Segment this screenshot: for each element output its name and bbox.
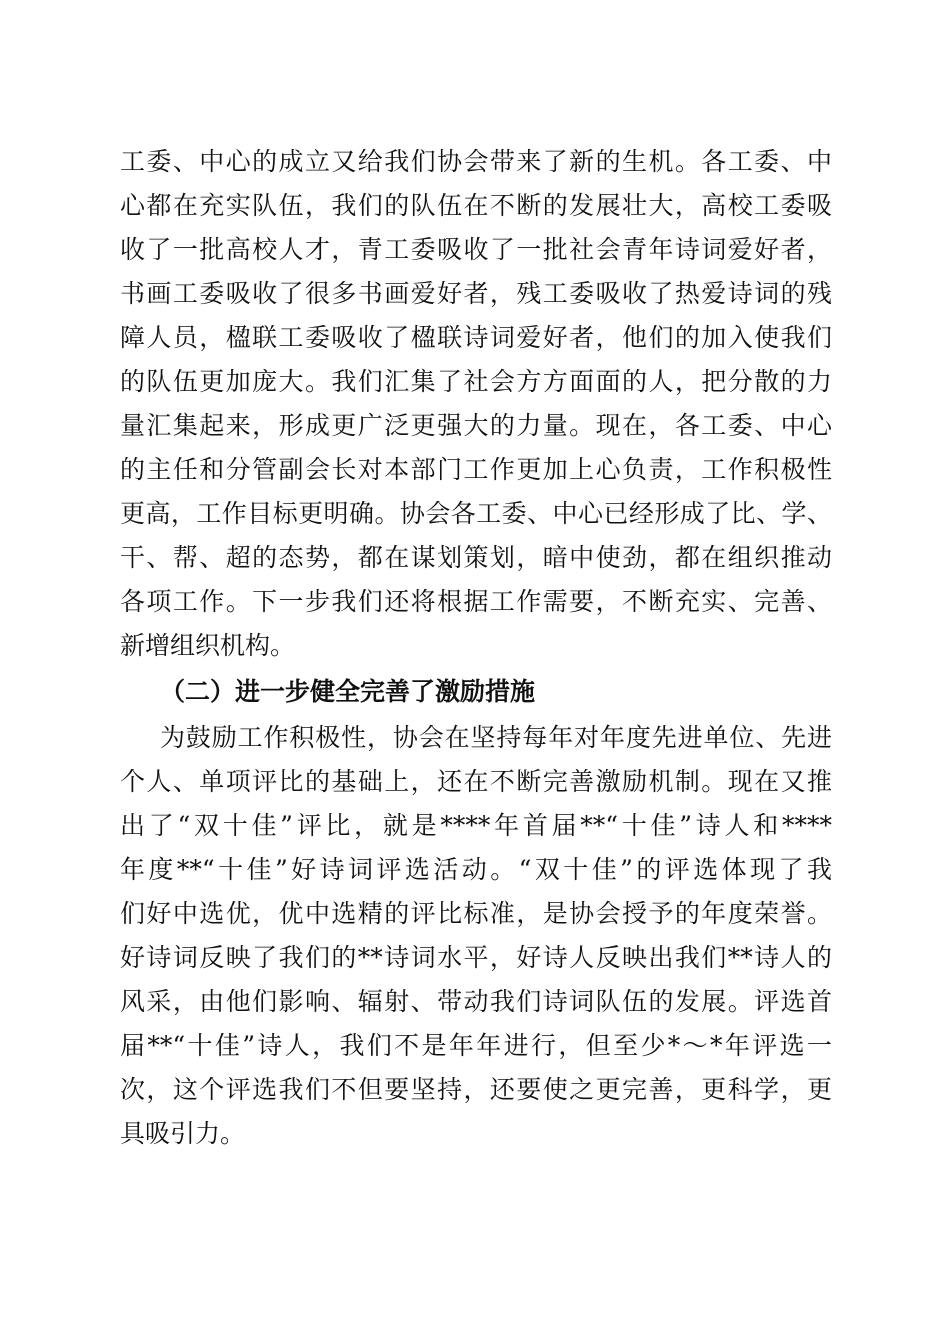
- paragraph-line: 的主任和分管副会长对本部门工作更加上心负责，工作积极性: [120, 455, 832, 484]
- paragraph-line: 障人员，楹联工委吸收了楹联诗词爱好者，他们的加入使我们: [120, 323, 832, 352]
- paragraph-line: 届**“十佳”诗人，我们不是年年进行，但至少*～*年评选一: [120, 1031, 832, 1060]
- paragraph-line: 更高，工作目标更明确。协会各工委、中心已经形成了比、学、: [120, 499, 832, 528]
- paragraph-line: 为鼓励工作积极性，协会在坚持每年对年度先进单位、先进: [160, 723, 832, 752]
- paragraph-line: 新增组织机构。: [120, 631, 296, 660]
- paragraph-line: 们好中选优，优中选精的评比标准，是协会授予的年度荣誉。: [120, 899, 832, 928]
- paragraph-line: 具吸引力。: [120, 1119, 246, 1148]
- paragraph-line: 年度**“十佳”好诗词评选活动。“双十佳”的评选体现了我: [120, 855, 832, 884]
- paragraph-line: 工委、中心的成立又给我们协会带来了新的生机。各工委、中: [120, 147, 832, 176]
- paragraph-line: 次，这个评选我们不但要坚持，还要使之更完善，更科学，更: [120, 1075, 832, 1104]
- paragraph-line: 心都在充实队伍，我们的队伍在不断的发展壮大，高校工委吸: [120, 191, 832, 220]
- paragraph-line: 书画工委吸收了很多书画爱好者，残工委吸收了热爱诗词的残: [120, 279, 832, 308]
- paragraph-line: 好诗词反映了我们的**诗词水平，好诗人反映出我们**诗人的: [120, 943, 832, 972]
- paragraph-line: 的队伍更加庞大。我们汇集了社会方方面面的人，把分散的力: [120, 367, 832, 396]
- paragraph-line: 量汇集起来，形成更广泛更强大的力量。现在，各工委、中心: [120, 411, 832, 440]
- paragraph-line: 收了一批高校人才，青工委吸收了一批社会青年诗词爱好者，: [120, 235, 832, 264]
- paragraph-line: 风采，由他们影响、辐射、带动我们诗词队伍的发展。评选首: [120, 987, 832, 1016]
- paragraph-line: 各项工作。下一步我们还将根据工作需要，不断充实、完善、: [120, 587, 832, 616]
- paragraph-line: 干、帮、超的态势，都在谋划策划，暗中使劲，都在组织推动: [120, 543, 832, 572]
- paragraph-line: 个人、单项评比的基础上，还在不断完善激励机制。现在又推: [120, 767, 832, 796]
- section-heading: （二）进一步健全完善了激励措施: [160, 677, 536, 706]
- paragraph-line: 出了“双十佳”评比，就是****年首届**“十佳”诗人和****: [120, 811, 832, 840]
